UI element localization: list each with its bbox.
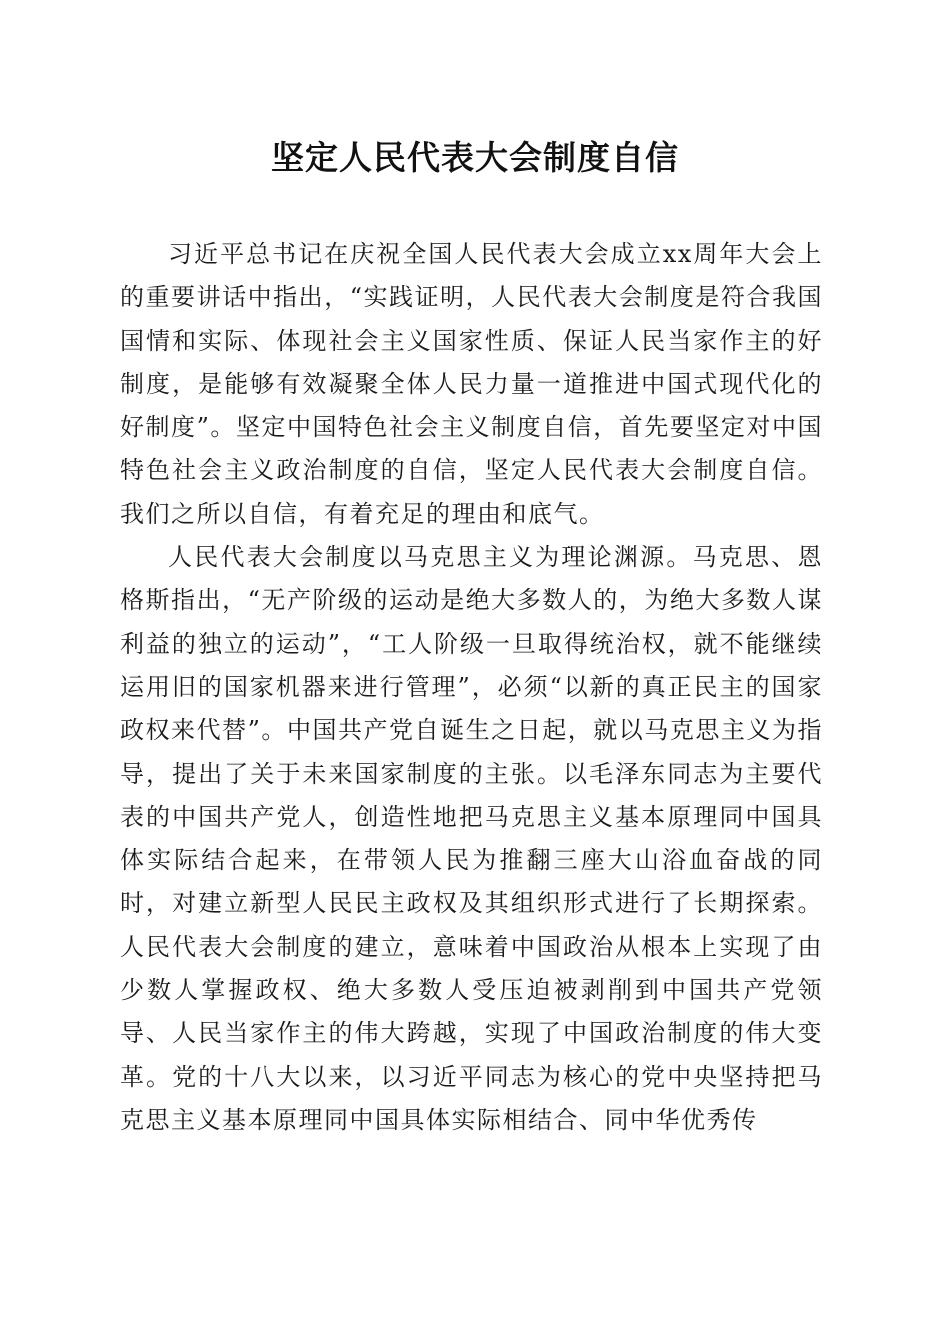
paragraph: 人民代表大会制度以马克思主义为理论渊源。马克思、恩格斯指出，“无产阶级的运动是绝大多数人的，为绝大多数人谋利益的独立的运动”，“工人阶级一旦取得统治权，就不能继续运用旧的国家机器来进行管理”，必须“以新的真正民主的国家政权来代替”。中国共产党自诞生之日起，就以马克思主义为指导，提出了关于未来国家制度的主张。以毛泽东同志为主要代表的中国共产党人，创造性地把马克思主义基本原理同中国具体实际结合起来，在带领人民为推翻三座大山浴血奋战的同时，对建立新型人民民主政权及其组织形式进行了长期探索。人民代表大会制度的建立，意味着中国政治从根本上实现了由少数人掌握政权、绝大多数人受压迫被剥削到中国共产党领导、人民当家作主的伟大跨越，实现了中国政治制度的伟大变革。党的十八大以来，以习近平同志为核心的党中央坚持把马克思主义基本原理同中国具体实际相结合、同中华优秀传 (120, 543, 823, 1134)
paragraph: 习近平总书记在庆祝全国人民代表大会成立xx周年大会上的重要讲话中指出，“实践证明，人民代表大会制度是符合我国国情和实际、体现社会主义国家性质、保证人民当家作主的好制度，是能够有效凝聚全体人民力量一道推进中国式现代化的好制度”。坚定中国特色社会主义制度自信，首先要坚定对中国特色社会主义政治制度的自信，坚定人民代表大会制度自信。我们之所以自信，有着充足的理由和底气。 (120, 240, 823, 528)
document-body (120, 233, 823, 1142)
document-title: 坚定人民代表大会制度自信 (271, 138, 679, 177)
